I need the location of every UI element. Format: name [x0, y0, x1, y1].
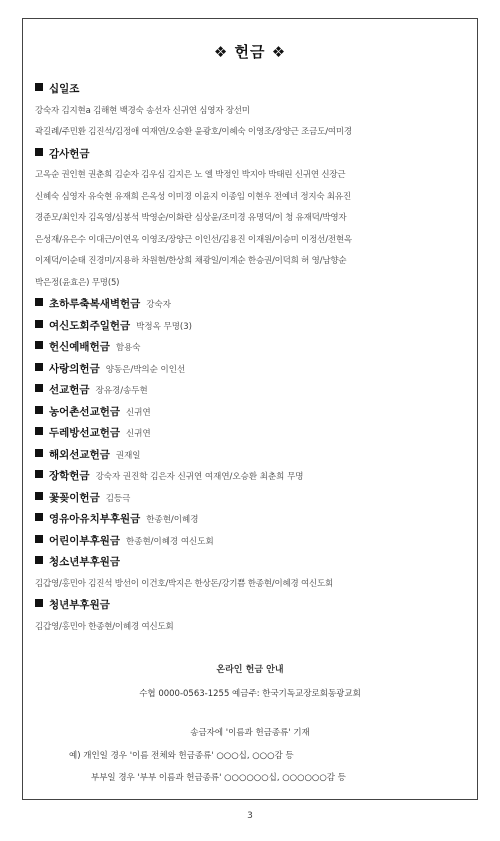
section-title: 헌신예배헌금: [49, 341, 110, 353]
square-bullet-icon: [35, 298, 43, 306]
donor-names: 강숙자: [146, 300, 171, 310]
donor-names: 강숙자 권진학 김은자 신귀연 여재연/오승환 최춘희 무명: [95, 472, 304, 482]
section-title: 해외선교헌금: [49, 448, 110, 461]
square-bullet-icon: [35, 599, 43, 607]
donor-names-line: 은성재/유은수 이대근/이연옥 이영조/장양근 이인선/김용진 이재원/이승미 이정선/전현옥: [35, 234, 352, 245]
square-bullet-icon: [35, 320, 43, 328]
section-heading: [35, 316, 469, 338]
section-heading: [35, 552, 469, 574]
square-bullet-icon: [35, 363, 43, 371]
page-number: 3: [247, 811, 253, 821]
section-heading: [35, 509, 469, 531]
section-title: 두레방선교헌금: [49, 427, 121, 439]
section-title: 청년부후원금: [49, 599, 110, 611]
square-bullet-icon: [35, 384, 43, 392]
donor-names: 김등극: [105, 493, 131, 504]
donor-names-line: 곽길례/주민환 김진석/김정애 여재연/오승환 윤광호/이혜숙 이영조/장양근 조금도/여미경: [35, 127, 352, 137]
donor-names: 신귀연: [126, 429, 151, 439]
page-title: ❖ 헌금 ❖: [213, 43, 287, 61]
bank-account-info: 수협 0000-0563-1255 예금주: 한국기독교장로회동광교회: [139, 689, 361, 699]
section-heading: [35, 531, 469, 553]
example-couple: 부부일 경우 '부부 이름과 헌금종류' ○○○○○○십, ○○○○○○감 등: [91, 773, 346, 783]
section-heading: [35, 445, 469, 467]
section-title: 사랑의헌금: [49, 362, 100, 375]
section-title: 여신도회주일헌금: [49, 319, 131, 332]
square-bullet-icon: [35, 449, 43, 457]
donor-names: 박정옥 무명(3): [136, 321, 192, 332]
section-title: 농어촌선교헌금: [49, 405, 121, 418]
square-bullet-icon: [35, 83, 43, 91]
square-bullet-icon: [35, 341, 43, 349]
square-bullet-icon: [35, 492, 43, 500]
section-title: 선교헌금: [49, 384, 90, 396]
section-heading: [35, 79, 469, 101]
example-individual: 예) 개인일 경우 '이름 전체와 헌금종류' ○○○십, ○○○감 등: [69, 751, 294, 761]
section-title: 십일조: [49, 83, 80, 95]
donor-names-line: 김갑영/홍민아 김진석 방선이 이건호/박지은 한상돈/강기쁨 한종현/이혜경 여신도회: [35, 578, 334, 589]
section-heading: [35, 337, 469, 359]
donor-names-line: 고옥순 권인현 권춘희 김순자 김우심 김지은 노 엘 박정인 박지아 박태린 신귀연 신장근: [35, 170, 346, 180]
section-heading: [35, 380, 469, 402]
section-title: 영유아유치부후원금: [49, 513, 141, 525]
page-frame: [22, 18, 478, 800]
section-heading: [35, 423, 469, 445]
section-heading: [35, 294, 469, 316]
section-title: 감사헌금: [49, 147, 90, 160]
donor-names-line: 김갑영/홍민아 한종현/이혜경 여신도회: [35, 621, 174, 632]
offering-list: [35, 79, 469, 638]
section-title: 장학헌금: [49, 470, 90, 482]
section-heading: [35, 466, 469, 488]
donor-names: 양동은/박의순 이인선: [105, 364, 186, 375]
donor-names: 한종현/이혜경 여신도회: [126, 536, 214, 547]
donor-names-line: 강숙자 김지현a 김해현 백경숙 송선자 신귀연 심영자 장선미: [35, 105, 250, 116]
donor-names-line: 경준모/최인자 김옥영/심봉석 박영순/이화란 심상윤/조미경 유명덕/이 청 유재덕/박영자: [35, 213, 347, 223]
section-title: 초하루축복새벽헌금: [49, 298, 141, 310]
square-bullet-icon: [35, 535, 43, 543]
donor-names: 함용숙: [115, 343, 141, 353]
online-offering-title: 온라인 헌금 안내: [216, 665, 284, 675]
section-heading: [35, 488, 469, 510]
square-bullet-icon: [35, 556, 43, 564]
donor-names: 신귀연: [126, 407, 151, 418]
square-bullet-icon: [35, 470, 43, 478]
donor-names-line: 신혜숙 심영자 유숙현 유재희 은옥성 이미경 이윤지 이종임 이현우 전예녀 정지숙 최유진: [35, 191, 351, 202]
section-heading: [35, 359, 469, 381]
square-bullet-icon: [35, 513, 43, 521]
section-title: 어린이부후원금: [49, 534, 121, 547]
section-title: 꽃꽂이헌금: [49, 491, 100, 504]
donor-names-line: 박은정(윤효은) 무명(5): [35, 277, 120, 288]
section-heading: [35, 144, 469, 166]
donor-names: 한종현/이혜경: [146, 515, 199, 525]
donor-names-line: 이제덕/이순태 진경미/지용하 차원현/한상희 채광일/이계순 한승권/이덕희 허 영/남향순: [35, 256, 347, 266]
sender-name-rule: 송금자에 '이름과 헌금종류' 기재: [190, 728, 310, 738]
section-heading: [35, 595, 469, 617]
square-bullet-icon: [35, 148, 43, 156]
section-title: 청소년부후원금: [49, 556, 121, 568]
donor-names: 장유경/송두현: [95, 386, 148, 396]
donor-names: 권재일: [115, 450, 141, 461]
section-heading: [35, 402, 469, 424]
square-bullet-icon: [35, 406, 43, 414]
square-bullet-icon: [35, 427, 43, 435]
